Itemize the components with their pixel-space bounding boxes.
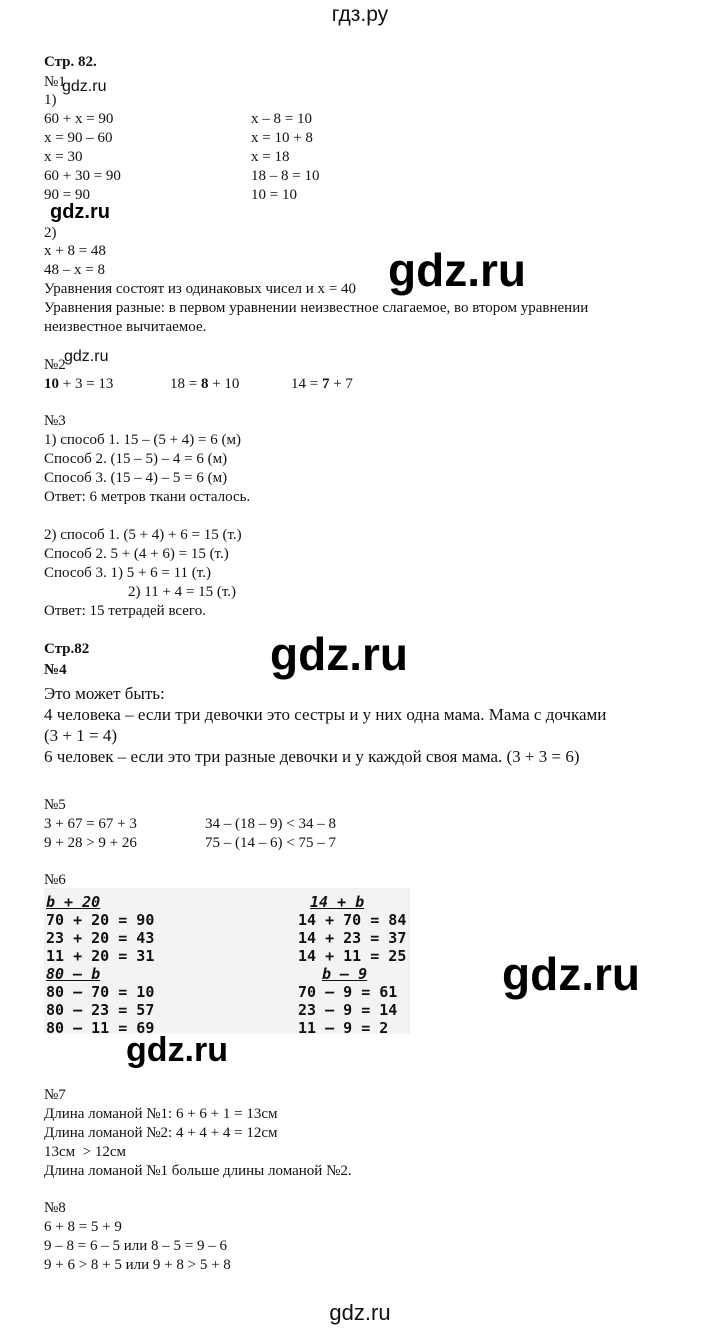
task8-number: №8 <box>44 1200 66 1216</box>
page-title: Стр.82 <box>44 641 90 657</box>
task1-number: №1 <box>44 74 66 90</box>
task2-pre: 18 = <box>170 376 201 392</box>
task6-column-header: b + 20 <box>46 893 101 911</box>
task4-line: Это может быть: <box>44 684 165 703</box>
task7-line: Длина ломаной №2: 4 + 4 + 4 = 12см <box>44 1125 278 1141</box>
task5-right-line: 34 – (18 – 9) < 34 – 8 <box>205 816 336 832</box>
watermark-small: gdz.ru <box>64 348 109 365</box>
task2-item <box>44 375 113 394</box>
task3-line: Способ 3. 1) 5 + 6 = 11 (т.) <box>44 565 211 581</box>
task6-line: 11 + 20 = 31 <box>46 947 155 965</box>
task1-left-line: x = 30 <box>44 149 83 165</box>
task2-pre: 14 = <box>291 376 322 392</box>
footer-watermark: gdz.ru <box>329 1300 391 1325</box>
task6-number: №6 <box>44 872 66 888</box>
task2-answer: 7 <box>321 376 330 392</box>
task6-line: 23 – 9 = 14 <box>298 1001 398 1019</box>
task2-answer: 10 <box>44 376 59 392</box>
task1-right-line: 10 = 10 <box>251 187 297 203</box>
task3-line: Способ 2. 5 + (4 + 6) = 15 (т.) <box>44 546 229 562</box>
task3-line: 2) способ 1. (5 + 4) + 6 = 15 (т.) <box>44 527 242 543</box>
task7-line: Длина ломаной №1 больше длины ломаной №2. <box>44 1163 352 1179</box>
task3-line: Ответ: 6 метров ткани осталось. <box>44 489 251 505</box>
task5-right-line: 75 – (14 – 6) < 75 – 7 <box>205 835 336 851</box>
task6-line: 14 + 70 = 84 <box>298 911 407 929</box>
task1-part2-line: Уравнения состоят из одинаковых чисел и x = 40 <box>44 281 356 297</box>
task3-line: 1) способ 1. 15 – (5 + 4) = 6 (м) <box>44 432 241 448</box>
task1-right-line: 18 – 8 = 10 <box>251 168 320 184</box>
task6-line: 14 + 23 = 37 <box>298 929 407 947</box>
task1-part2-line: Уравнения разные: в первом уравнении неизвестное слагаемое, во втором уравнении <box>44 300 589 316</box>
task1-right-line: x = 18 <box>251 149 290 165</box>
task1-left-line: 90 = 90 <box>44 187 90 203</box>
task1-left-line: 60 + 30 = 90 <box>44 168 121 184</box>
task6-line: 80 – 23 = 57 <box>46 1001 155 1019</box>
task3-number: №3 <box>44 413 66 429</box>
task6-column-header: 80 – b <box>46 965 101 983</box>
task5-number: №5 <box>44 797 66 813</box>
task3-line: Способ 2. (15 – 5) – 4 = 6 (м) <box>44 451 228 467</box>
task5-left-line: 9 + 28 > 9 + 26 <box>44 835 137 851</box>
task6-line: 70 + 20 = 90 <box>46 911 155 929</box>
task7-line: Длина ломаной №1: 6 + 6 + 1 = 13см <box>44 1106 278 1122</box>
task6-column-header: b – 9 <box>322 965 368 983</box>
task2-item <box>170 375 239 394</box>
task1-right-line: x = 10 + 8 <box>251 130 313 146</box>
watermark-large: gdz.ru <box>270 628 408 680</box>
task7-number: №7 <box>44 1087 66 1103</box>
task6-column-header: 14 + b <box>310 893 365 911</box>
task1-part2-line: 48 – x = 8 <box>44 262 105 278</box>
task3-line: Способ 3. (15 – 4) – 5 = 6 (м) <box>44 470 228 486</box>
task8-line: 9 – 8 = 6 – 5 или 8 – 5 = 9 – 6 <box>44 1238 227 1254</box>
task2-answer: 8 <box>200 376 209 392</box>
watermark-small: gdz.ru <box>62 78 107 95</box>
task6-line: 23 + 20 = 43 <box>46 929 155 947</box>
task7-line: 13см > 12см <box>44 1144 127 1160</box>
watermark-large: gdz.ru <box>388 244 526 296</box>
task2-rest: + 3 = 13 <box>59 376 114 392</box>
watermark-medium: gdz.ru <box>50 201 110 223</box>
task2-item <box>291 375 353 394</box>
watermark-large: gdz.ru <box>126 1031 228 1069</box>
task1-part1-label: 1) <box>44 92 57 108</box>
task1-part2-label: 2) <box>44 225 57 241</box>
task3-line: 2) 11 + 4 = 15 (т.) <box>128 584 237 600</box>
site-header: гдз.ру <box>331 3 389 26</box>
task8-line: 9 + 6 > 8 + 5 или 9 + 8 > 5 + 8 <box>44 1257 231 1273</box>
task5-left-line: 3 + 67 = 67 + 3 <box>44 816 137 832</box>
task2-number: №2 <box>44 357 66 373</box>
task6-line: 11 – 9 = 2 <box>298 1019 389 1037</box>
task6-line: 70 – 9 = 61 <box>298 983 398 1001</box>
task1-left-line: x = 90 – 60 <box>44 130 113 146</box>
task4-line: 6 человек – если это три разные девочки и у каждой своя мама. (3 + 3 = 6) <box>44 747 580 766</box>
task4-number: №4 <box>44 662 67 678</box>
task6-line: 80 – 11 = 69 <box>46 1019 155 1037</box>
task1-part2-line: неизвестное вычитаемое. <box>44 319 207 335</box>
task2-rest: + 10 <box>208 376 240 392</box>
task3-line: Ответ: 15 тетрадей всего. <box>44 603 206 619</box>
watermark-large: gdz.ru <box>502 948 640 1000</box>
task6-line: 14 + 11 = 25 <box>298 947 407 965</box>
task4-line: (3 + 1 = 4) <box>44 726 117 745</box>
task1-part2-line: x + 8 = 48 <box>44 243 106 259</box>
page-title: Стр. 82. <box>44 54 97 70</box>
task4-line: 4 человека – если три девочки это сестры и у них одна мама. Мама с дочками <box>44 705 607 724</box>
task1-right-line: x – 8 = 10 <box>251 111 312 127</box>
task8-line: 6 + 8 = 5 + 9 <box>44 1219 122 1235</box>
task6-line: 80 – 70 = 10 <box>46 983 155 1001</box>
task1-left-line: 60 + x = 90 <box>44 111 114 127</box>
task2-rest: + 7 <box>329 376 353 392</box>
